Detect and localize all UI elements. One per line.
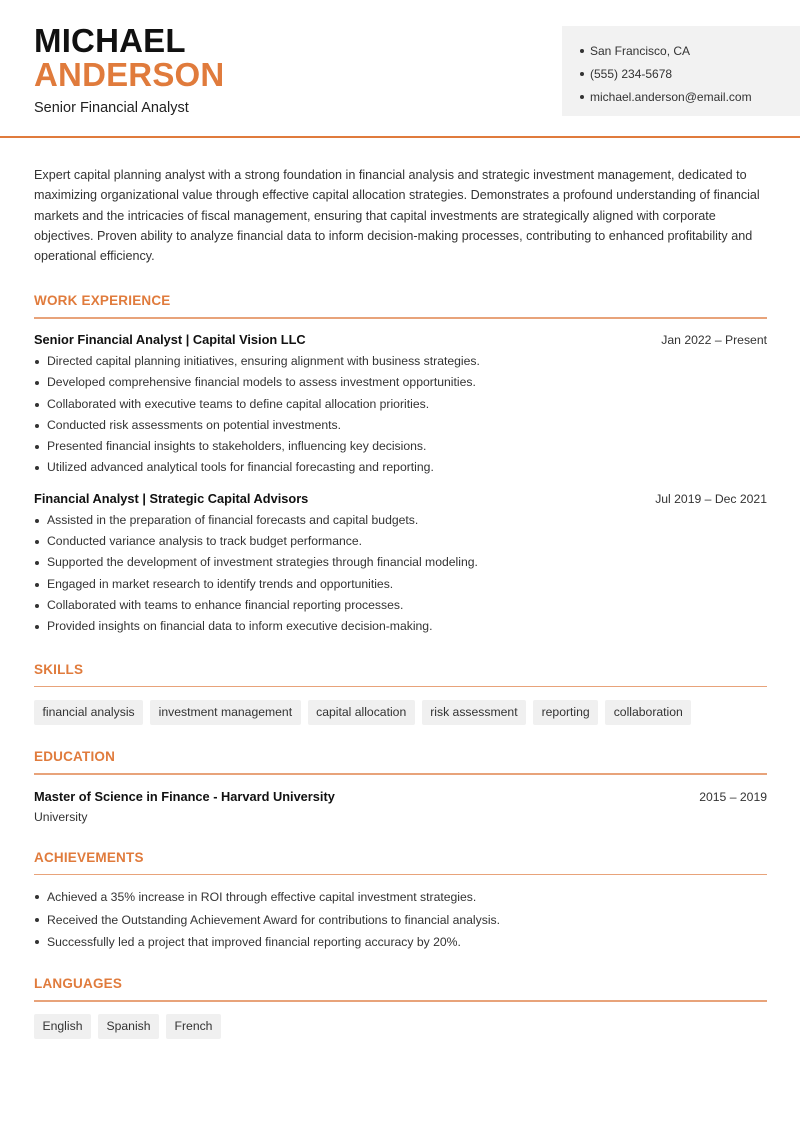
list-item: Conducted risk assessments on potential investments. xyxy=(34,415,767,436)
list-item: Conducted variance analysis to track budget performance. xyxy=(34,531,767,552)
language-chips xyxy=(34,1014,767,1039)
achievements-section xyxy=(34,850,767,955)
list-item: Assisted in the preparation of financial forecasts and capital budgets. xyxy=(34,510,767,531)
bullet-icon xyxy=(580,72,584,76)
contact-box xyxy=(562,26,800,116)
section-divider xyxy=(34,874,767,876)
education-degree: Master of Science in Finance - Harvard University xyxy=(34,788,335,804)
job-header xyxy=(34,332,767,347)
list-item: Collaborated with executive teams to define capital allocation priorities. xyxy=(34,394,767,415)
skill-chip: reporting xyxy=(533,700,598,725)
skill-chip: capital allocation xyxy=(308,700,415,725)
job-title: Senior Financial Analyst xyxy=(34,100,189,116)
language-chip: English xyxy=(34,1014,91,1039)
list-item: Provided insights on financial data to inform executive decision-making. xyxy=(34,616,767,637)
contact-email-text: michael.anderson@email.com xyxy=(590,90,752,105)
bullet-icon xyxy=(580,95,584,99)
work-experience-section xyxy=(34,293,767,637)
contact-phone xyxy=(580,62,800,85)
contact-location xyxy=(580,39,800,62)
skills-section xyxy=(34,662,767,726)
list-item: Successfully led a project that improved financial reporting accuracy by 20%. xyxy=(34,931,767,954)
section-title: EDUCATION xyxy=(34,749,116,765)
education-dates: 2015 – 2019 xyxy=(699,789,767,804)
skill-chip: financial analysis xyxy=(34,700,143,725)
job-header xyxy=(34,491,767,506)
job-entry xyxy=(34,332,767,479)
education-section xyxy=(34,749,767,824)
skill-chips xyxy=(34,700,767,725)
section-title: ACHIEVEMENTS xyxy=(34,849,144,865)
summary: Expert capital planning analyst with a strong foundation in financial analysis and strategic investment management, dedicated to maximizing organizational value through effective capital allocation strategies. Demonstrates a profound understanding of financial markets and the intricacies of fiscal management, ensuring that capital investments are strategically aligned with corporate objectives. Proven ability to analyze financial data to inform decision-making processes, contributing to enhanced profitability and operational efficiency. xyxy=(34,168,760,264)
list-item: Utilized advanced analytical tools for financial forecasting and reporting. xyxy=(34,457,767,478)
section-divider xyxy=(34,317,767,319)
skill-chip: investment management xyxy=(150,700,300,725)
contact-phone-text: (555) 234-5678 xyxy=(590,66,673,81)
job-bullets xyxy=(34,510,767,638)
contact-location-text: San Francisco, CA xyxy=(590,43,691,58)
job-dates: Jul 2019 – Dec 2021 xyxy=(655,491,767,506)
section-divider xyxy=(34,686,767,688)
skill-chip: collaboration xyxy=(605,700,691,725)
section-divider xyxy=(34,773,767,775)
achievement-list xyxy=(34,886,767,954)
language-chip: Spanish xyxy=(98,1014,159,1039)
section-divider xyxy=(34,1000,767,1002)
list-item: Received the Outstanding Achievement Award for contributions to financial analysis. xyxy=(34,909,767,932)
list-item: Developed comprehensive financial models to assess investment opportunities. xyxy=(34,372,767,393)
skill-chip: risk assessment xyxy=(422,700,526,725)
list-item: Supported the development of investment strategies through financial modeling. xyxy=(34,552,767,573)
section-title: LANGUAGES xyxy=(34,976,123,992)
list-item: Engaged in market research to identify trends and opportunities. xyxy=(34,574,767,595)
section-title: SKILLS xyxy=(34,661,84,677)
job-dates: Jan 2022 – Present xyxy=(661,332,767,347)
resume-body xyxy=(0,165,800,1039)
list-item: Presented financial insights to stakeholders, influencing key decisions. xyxy=(34,436,767,457)
contact-email xyxy=(580,86,800,109)
resume-header xyxy=(0,0,800,138)
education-institution: University xyxy=(34,809,88,824)
first-name: MICHAEL xyxy=(34,22,186,59)
languages-section xyxy=(34,976,767,1039)
bullet-icon xyxy=(580,49,584,53)
job-bullets xyxy=(34,351,767,479)
last-name: ANDERSON xyxy=(34,56,225,93)
list-item: Collaborated with teams to enhance financial reporting processes. xyxy=(34,595,767,616)
list-item: Directed capital planning initiatives, ensuring alignment with business strategies. xyxy=(34,351,767,372)
section-title: WORK EXPERIENCE xyxy=(34,293,171,309)
job-role: Financial Analyst | Strategic Capital Advisors xyxy=(34,490,309,506)
language-chip: French xyxy=(166,1014,221,1039)
list-item: Achieved a 35% increase in ROI through effective capital investment strategies. xyxy=(34,886,767,909)
education-header xyxy=(34,789,767,804)
job-entry xyxy=(34,491,767,638)
job-role: Senior Financial Analyst | Capital Vision LLC xyxy=(34,331,306,347)
